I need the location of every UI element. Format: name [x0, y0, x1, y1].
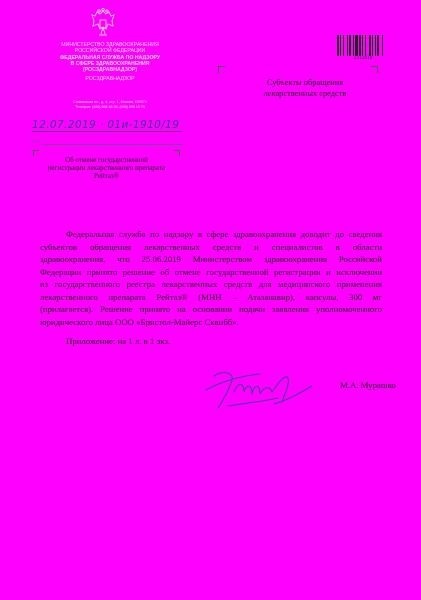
registration-number: 12.07.2019 · 01и-1910/19: [32, 119, 180, 131]
letter-body: [40, 228, 382, 328]
ministry-line: ФЕДЕРАЛЬНАЯ СЛУЖБА ПО НАДЗОРУ: [59, 54, 161, 61]
barcode-bar: [343, 35, 344, 56]
registration-underline: [32, 131, 182, 132]
agency-short-name: РОСЗДРАВНАДЗОР: [85, 76, 135, 83]
body-line: здравоохранения, что 25.06.2019 Министерством здравоохранения Российской: [40, 254, 382, 264]
body-line: Федерации принято решение об отмене государственной регистрации и исключении: [40, 266, 382, 277]
barcode-bar: [340, 35, 341, 56]
barcode-icon: [337, 35, 389, 56]
ministry-line: РОССИЙСКОЙ ФЕДЕРАЦИИ: [74, 48, 146, 55]
attachment-note: Приложение: на 1 л. в 1 экз.: [66, 336, 171, 346]
barcode-bar: [377, 35, 379, 56]
barcode-bar: [355, 35, 358, 56]
barcode-number: 2312018: [353, 56, 373, 61]
body-line: Федеральная служба по надзору в сфере здравоохранения доводит до сведения: [66, 229, 382, 239]
coat-of-arms-emblem-icon: [90, 8, 116, 38]
ministry-line: (РОСЗДРАВНАДЗОР): [82, 67, 138, 74]
ministry-line: В СФЕРЕ ЗДРАВООХРАНЕНИЯ: [70, 60, 150, 67]
barcode-bar: [337, 35, 339, 56]
letter-subject: [33, 156, 180, 180]
addressee-line: лекарственных средств: [263, 88, 347, 98]
ministry-header: [30, 42, 190, 83]
body-line: юридического лица ООО «Бристол-Майерс Сквибб».: [40, 316, 239, 327]
body-line: из государственного реестра лекарственных средств для медицинского применения: [40, 279, 382, 289]
reference-underline: [42, 144, 182, 145]
subject-line: Рейтаз®: [94, 172, 119, 180]
barcode-bar: [375, 35, 376, 56]
address-line: Славянская пл., д. 4, стр. 1, Москва, 109074: [73, 100, 147, 104]
addressee-line: Субъекты обращения: [266, 78, 344, 87]
ministry-line: МИНИСТЕРСТВО ЗДРАВООХРАНЕНИЯ: [61, 42, 159, 48]
addressee: [225, 78, 385, 99]
handwritten-signature-icon: [200, 362, 318, 414]
address-line: Телефон: (495) 698 45 38; (495) 698 15 74: [75, 104, 145, 109]
barcode-bar: [349, 35, 351, 56]
barcode-bar: [347, 35, 348, 56]
signer-name: М.А. Мурашко: [340, 380, 396, 390]
barcode-bar: [353, 35, 354, 56]
subject-line: Об отмене государственной: [65, 156, 148, 164]
barcode-bar: [382, 35, 383, 56]
body-line: субъектов обращения лекарственных средств и специалистов в области: [40, 241, 382, 252]
barcode-bar: [369, 35, 371, 56]
subject-line: регистрации лекарственного препарата: [48, 164, 165, 172]
reference-label: На №: [32, 139, 42, 143]
body-line: лекарственного препарата Рейтаз® (МНН – Атазанавир), капсулы, 300 мг: [40, 291, 382, 302]
barcode-bar: [359, 35, 361, 56]
agency-address: [30, 100, 190, 109]
barcode-bar: [365, 35, 366, 56]
barcode-bar: [362, 35, 363, 56]
body-line: (прилагается). Решение принято на основании подачи заявления уполномоченного: [40, 304, 382, 314]
barcode-bar: [372, 35, 373, 56]
